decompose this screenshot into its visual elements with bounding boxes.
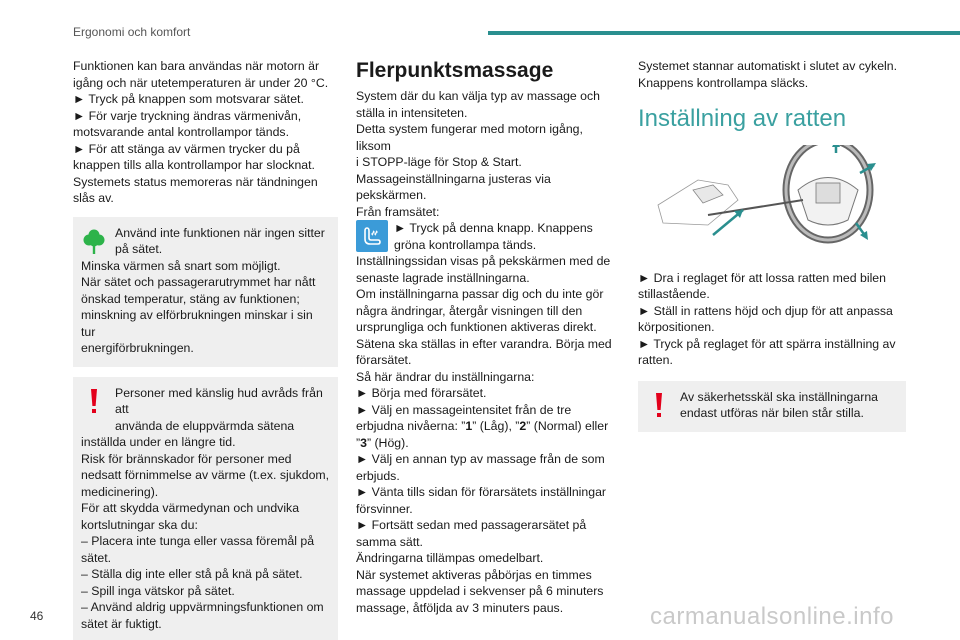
- column-2: [356, 58, 621, 616]
- steering-steps: ► Dra i reglaget för att lossa ratten med bilen stillastående. ► Ställ in rattens höjd och djup för att anpassa körpositionen. ► Tryck på reglaget för att spärra inställning av ratten.: [638, 270, 896, 367]
- steering-wheel-illustration: [638, 145, 898, 255]
- warning-box: [73, 377, 338, 640]
- massage-instructions: [356, 253, 621, 451]
- level-1-label: ” (Låg), ”: [472, 419, 520, 433]
- level-1: 1: [465, 419, 473, 433]
- massage-cycle-end: Systemet stannar automatiskt i slutet av cykeln. Knappens kontrollampa släcks.: [638, 59, 898, 90]
- massage-title: Flerpunktsmassage: [356, 59, 554, 82]
- massage-button-row: [356, 220, 621, 253]
- warning-first: Personer med känslig hud avråds från att använda de eluppvärmda sätena: [115, 385, 323, 433]
- steering-warning-text: Av säkerhetsskäl ska inställningarna endast utföras när bilen står stilla.: [680, 389, 878, 420]
- eco-leaf-icon: [83, 227, 105, 255]
- level-2-label: ” (Normal) eller ”: [356, 419, 609, 450]
- steering-title: Inställning av ratten: [638, 105, 847, 132]
- column-3: [638, 58, 906, 432]
- massage-seat-button: [356, 220, 388, 252]
- page-number: 46: [30, 609, 44, 623]
- warning-text: inställda under en längre tid. Risk för brännskador för personer med nedsatt förnimmelse av värme (t.ex. sjukdom, medicinering). För att skydda värmedynan och undvika kortslutningar ska du: – Placera inte tunga eller vassa föremål på sätet. – Ställa dig inte eller stå på knä på sätet. – Spill inga vätskor på sätet. – Använd aldrig uppvärmningsfunktionen om sätet är fuktigt.: [81, 435, 330, 631]
- massage-seat-icon: [361, 225, 383, 247]
- massage-body-1: Inställningssidan visas på pekskärmen med de senaste lagrade inställningarna. Om inställningarna passar dig och du inte gör några ändringar, återgår visningen till den ursprungliga och funktionen aktiveras direkt. Sätena ska ställas in efter varandra. Börja med förarsätet. Så här ändrar du inställningarna: ► Börja med förarsätet. ► Välj en massageintensitet från de tre erbjudna nivåerna: ”: [356, 254, 612, 433]
- eco-tip-box: [73, 217, 338, 367]
- watermark-site: carmanualsonline.info: [650, 603, 894, 630]
- section-header: Ergonomi och komfort: [73, 25, 191, 39]
- steering-warning-box: [638, 381, 906, 432]
- eco-tip-first: Använd inte funktionen när ingen sitter på sätet.: [115, 225, 325, 256]
- eco-tip-text: Minska värmen så snart som möjligt. När sätet och passagerarutrymmet har nått önskad temperatur, stäng av funktionen; minskning av elförbrukningen minskar i sin tur energiförbrukningen.: [81, 258, 316, 355]
- massage-button-text: ► Tryck på denna knapp. Knappens gröna kontrollampa tänds.: [394, 221, 593, 252]
- warning-exclamation-icon: [83, 387, 105, 415]
- level-2: 2: [519, 419, 527, 433]
- massage-intro: System där du kan välja typ av massage och ställa in intensiteten. Detta system fungerar med motorn igång, liksom i STOPP-läge för Stop & Start. Massageinställningarna justeras via pekskärmen. Från framsätet:: [356, 89, 601, 219]
- header-accent-bar: [488, 31, 960, 35]
- column-1: [73, 58, 338, 640]
- warning-exclamation-icon: [648, 391, 670, 419]
- level-3-label: ” (Hög).: [366, 435, 409, 450]
- massage-body-2: ► Välj en annan typ av massage från de som erbjuds. ► Vänta tills sidan för förarsätets inställningar försvinner. ► Fortsätt sedan med passagerarsätet på samma sätt. Ändringarna tillämpas omedelbart. När systemet aktiveras påbörjas en timmes massage uppdelad i sekvenser på 6 minuters massage, åtföljda av 3 minuters paus.: [356, 452, 607, 615]
- level-3: 3: [360, 435, 367, 450]
- heated-seat-intro: Funktionen kan bara användas när motorn är igång och när utetemperaturen är under 20 °C. ► Tryck på knappen som motsvarar sätet. ► För varje tryckning ändras värmenivån, motsvarande antal kontrollampor tänds. ► För att stänga av värmen trycker du på knappen tills alla kontrollampor har slocknat. Systemets status memoreras när tändningen slås av.: [73, 59, 329, 205]
